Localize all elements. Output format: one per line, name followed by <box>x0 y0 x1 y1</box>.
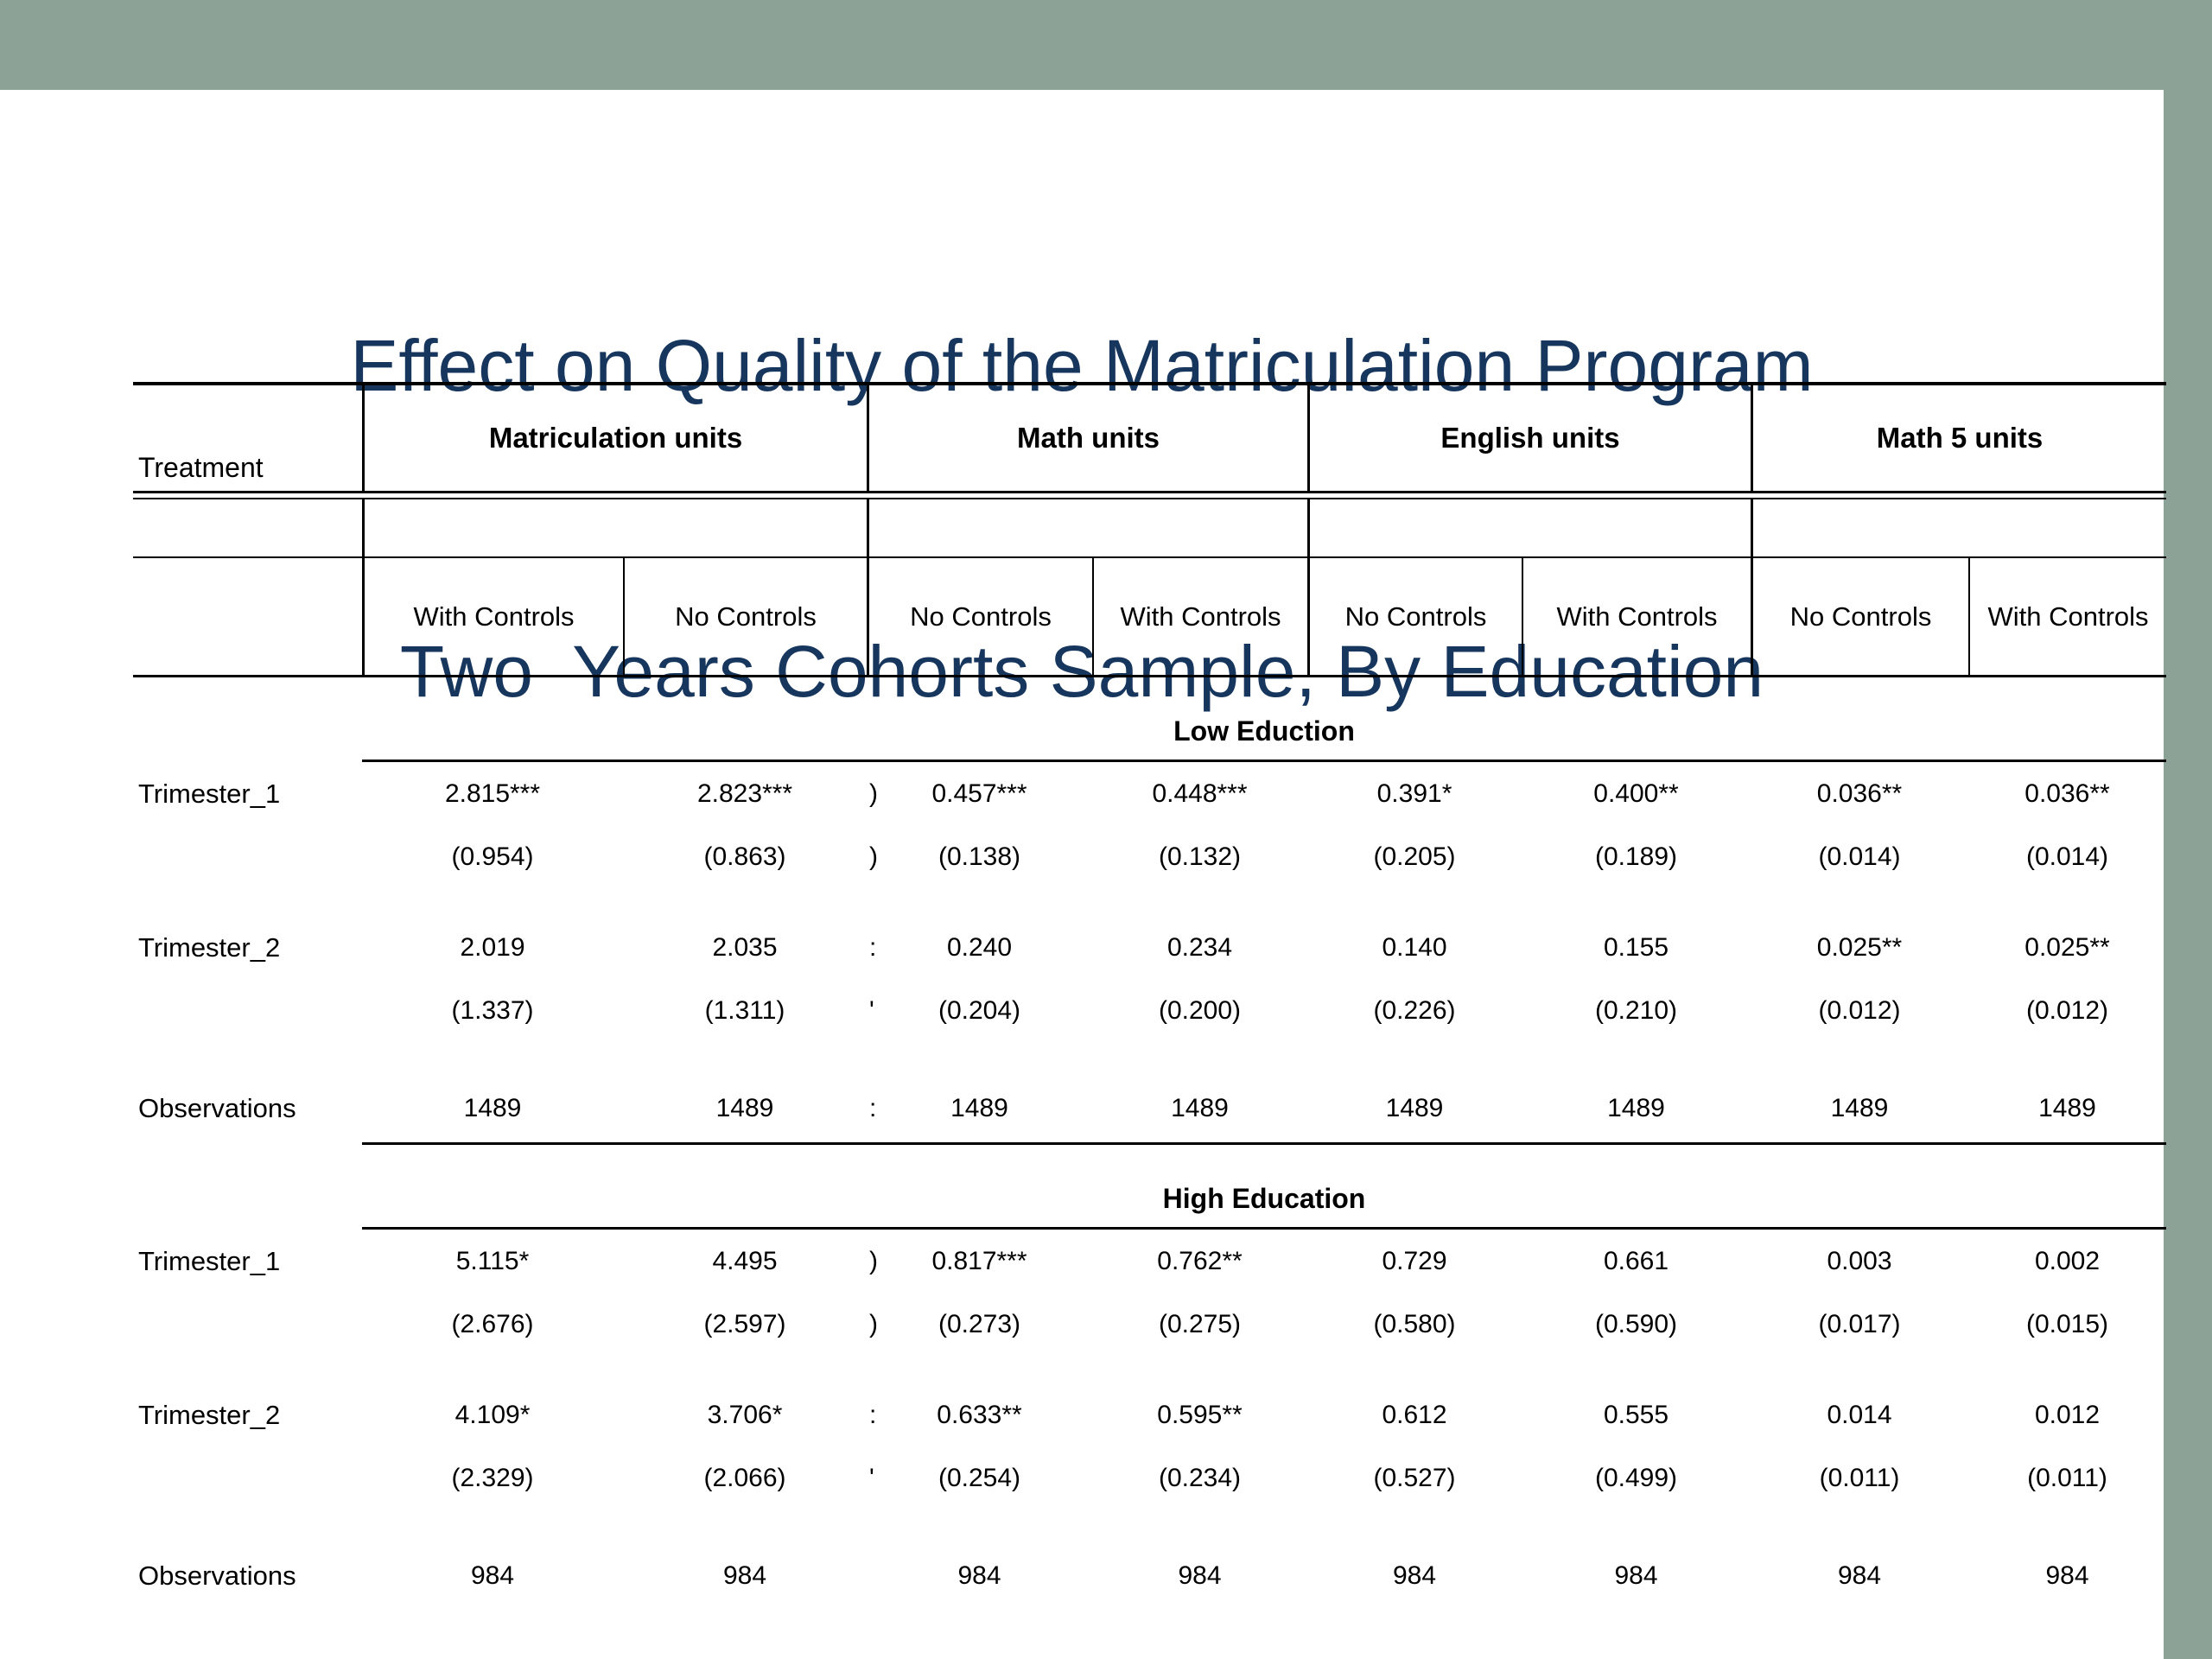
value-cell <box>867 762 1092 826</box>
obs-cell: 984 <box>470 1561 515 1590</box>
obs-cell: 1489 <box>1830 1094 1889 1122</box>
clipped-fragment: ' <box>869 996 874 1025</box>
table-header-subcols <box>133 556 2166 677</box>
se-cell: (0.011) <box>1819 1464 1900 1492</box>
obs-cell <box>867 1075 1092 1142</box>
results-table <box>133 382 2166 1610</box>
group-header-math-units: Math units <box>867 385 1307 491</box>
subcol-header: No Controls <box>623 558 867 675</box>
table-row <box>133 916 2166 980</box>
table-row-se <box>133 826 2166 888</box>
table-row-se <box>133 980 2166 1042</box>
table-row-se <box>133 1294 2166 1356</box>
slide-title-line1: Effect on Quality of the Matriculation Program <box>350 325 1814 406</box>
value-cell: 0.025** <box>2024 933 2110 962</box>
value-cell: 0.014 <box>1827 1401 1892 1429</box>
obs-cell: 1489 <box>463 1094 522 1122</box>
se-cell: (0.012) <box>2025 996 2109 1025</box>
observations-row <box>133 1542 2166 1610</box>
value-cell: 0.003 <box>1827 1247 1892 1275</box>
se-cell: (2.066) <box>703 1464 786 1492</box>
value-cell <box>867 916 1092 980</box>
table-row <box>133 1383 2166 1447</box>
value-cell: 0.391* <box>1376 779 1452 808</box>
value-cell: 4.109* <box>454 1401 531 1429</box>
value-cell: 2.815*** <box>444 779 541 808</box>
se-cell: (0.015) <box>2025 1310 2109 1338</box>
value-cell: 0.025** <box>1816 933 1903 962</box>
subcol-header: With Controls <box>362 558 623 675</box>
se-text: (0.138) <box>938 842 1021 871</box>
se-cell <box>867 980 1092 1042</box>
slide-title-line2: Two Years Cohorts Sample, By Education <box>399 631 1764 712</box>
clipped-fragment: : <box>869 933 877 962</box>
se-cell: (0.234) <box>1158 1464 1242 1492</box>
value-cell: 0.555 <box>1603 1401 1669 1429</box>
se-cell: (0.275) <box>1158 1310 1242 1338</box>
table-row <box>133 1230 2166 1294</box>
value-cell: 2.019 <box>460 933 525 962</box>
obs-cell: 1489 <box>1171 1094 1229 1122</box>
value-cell: 0.400** <box>1593 779 1679 808</box>
clipped-fragment: ' <box>869 1464 874 1492</box>
section-title-low: Low Eduction <box>362 677 2166 762</box>
subcol-header: No Controls <box>867 558 1092 675</box>
se-cell: (2.676) <box>451 1310 534 1338</box>
header-spacer-row <box>133 499 2166 556</box>
obs-cell: 984 <box>1178 1561 1222 1590</box>
value-cell: 2.823*** <box>696 779 793 808</box>
value-text: 0.240 <box>946 933 1013 962</box>
se-cell: (0.580) <box>1373 1310 1456 1338</box>
se-cell: (0.132) <box>1158 842 1242 871</box>
se-cell: (0.954) <box>451 842 534 871</box>
value-cell: 0.448*** <box>1152 779 1248 808</box>
value-cell: 3.706* <box>707 1401 783 1429</box>
se-text: (0.204) <box>938 996 1021 1025</box>
se-cell: (0.210) <box>1594 996 1678 1025</box>
section-title-high: High Education <box>362 1145 2166 1230</box>
value-cell: 0.762** <box>1157 1247 1243 1275</box>
double-rule <box>133 491 2166 499</box>
value-cell: 0.002 <box>2034 1247 2101 1275</box>
row-label: Trimester_2 <box>138 1400 281 1430</box>
obs-cell: 1489 <box>715 1094 774 1122</box>
se-cell: (0.205) <box>1373 842 1456 871</box>
group-header-math-5-units: Math 5 units <box>1751 385 2166 491</box>
clipped-fragment: : <box>869 1401 877 1429</box>
se-text: (0.273) <box>938 1310 1021 1338</box>
se-cell <box>867 826 1092 888</box>
value-cell: 2.035 <box>712 933 778 962</box>
value-cell: 0.612 <box>1382 1401 1447 1429</box>
clipped-fragment: ) <box>869 779 878 808</box>
section-low-header-row <box>133 677 2166 762</box>
value-cell: 0.155 <box>1603 933 1669 962</box>
se-cell <box>867 1294 1092 1356</box>
obs-cell: 984 <box>722 1561 767 1590</box>
clipped-fragment: ) <box>869 1310 878 1338</box>
obs-cell: 1489 <box>1607 1094 1665 1122</box>
table-row-se <box>133 1447 2166 1510</box>
value-cell: 0.661 <box>1603 1247 1669 1275</box>
section-high-header-row <box>133 1145 2166 1230</box>
se-cell: (0.863) <box>703 842 786 871</box>
obs-cell: 984 <box>1837 1561 1882 1590</box>
se-cell: (0.017) <box>1818 1310 1901 1338</box>
se-cell: (1.337) <box>451 996 534 1025</box>
se-cell <box>867 1447 1092 1510</box>
group-header-english-units: English units <box>1307 385 1751 491</box>
subcol-header: With Controls <box>1092 558 1307 675</box>
obs-cell: 984 <box>1392 1561 1437 1590</box>
se-cell: (0.527) <box>1373 1464 1456 1492</box>
clipped-fragment: ) <box>869 1247 878 1275</box>
clipped-fragment: ) <box>869 842 878 871</box>
obs-cell: 984 <box>957 1561 1001 1590</box>
se-cell: (2.329) <box>451 1464 534 1492</box>
group-header-matriculation-units: Matriculation units <box>362 385 867 491</box>
value-text: 0.457*** <box>931 779 1027 808</box>
value-cell: 0.729 <box>1382 1247 1447 1275</box>
value-cell: 0.036** <box>1816 779 1903 808</box>
table-header-groups <box>133 382 2166 491</box>
se-cell: (0.200) <box>1158 996 1242 1025</box>
treatment-header: Treatment <box>138 452 264 483</box>
obs-cell: 984 <box>2045 1561 2089 1590</box>
se-text: (0.254) <box>938 1464 1021 1492</box>
value-cell: 0.012 <box>2034 1401 2101 1429</box>
subcol-header: No Controls <box>1307 558 1522 675</box>
se-cell: (0.499) <box>1594 1464 1678 1492</box>
se-cell: (0.226) <box>1373 996 1456 1025</box>
obs-cell: 1489 <box>2038 1094 2096 1122</box>
row-label: Trimester_1 <box>138 779 281 809</box>
value-text: 0.817*** <box>931 1247 1027 1275</box>
obs-cell: 984 <box>1614 1561 1658 1590</box>
se-cell: (1.311) <box>704 996 785 1025</box>
value-cell: 5.115* <box>455 1247 530 1275</box>
observations-row <box>133 1075 2166 1142</box>
se-cell: (0.590) <box>1594 1310 1678 1338</box>
se-cell: (2.597) <box>703 1310 786 1338</box>
row-label: Trimester_2 <box>138 932 281 963</box>
row-label: Observations <box>138 1560 296 1591</box>
value-text: 0.633** <box>937 1401 1022 1429</box>
value-cell <box>867 1383 1092 1447</box>
value-cell: 0.234 <box>1166 933 1233 962</box>
row-label: Trimester_1 <box>138 1246 281 1276</box>
obs-cell: 1489 <box>1385 1094 1444 1122</box>
se-cell: (0.014) <box>1818 842 1901 871</box>
se-cell: (0.189) <box>1594 842 1678 871</box>
clipped-fragment: : <box>869 1094 877 1122</box>
value-cell: 0.595** <box>1157 1401 1243 1429</box>
subcol-header: With Controls <box>1522 558 1751 675</box>
se-cell: (0.011) <box>2027 1464 2107 1492</box>
se-cell: (0.012) <box>1818 996 1901 1025</box>
row-label: Observations <box>138 1093 296 1123</box>
table-row <box>133 762 2166 826</box>
value-cell: 0.036** <box>2024 779 2110 808</box>
subcol-header: With Controls <box>1968 558 2166 675</box>
se-cell: (0.014) <box>2025 842 2109 871</box>
subcol-header: No Controls <box>1751 558 1968 675</box>
value-cell: 4.495 <box>712 1247 778 1275</box>
value-cell: 0.140 <box>1382 933 1447 962</box>
value-cell <box>867 1230 1092 1294</box>
right-border-bar <box>2164 0 2212 1659</box>
obs-text: 1489 <box>950 1094 1008 1122</box>
top-border-bar <box>0 0 2212 90</box>
